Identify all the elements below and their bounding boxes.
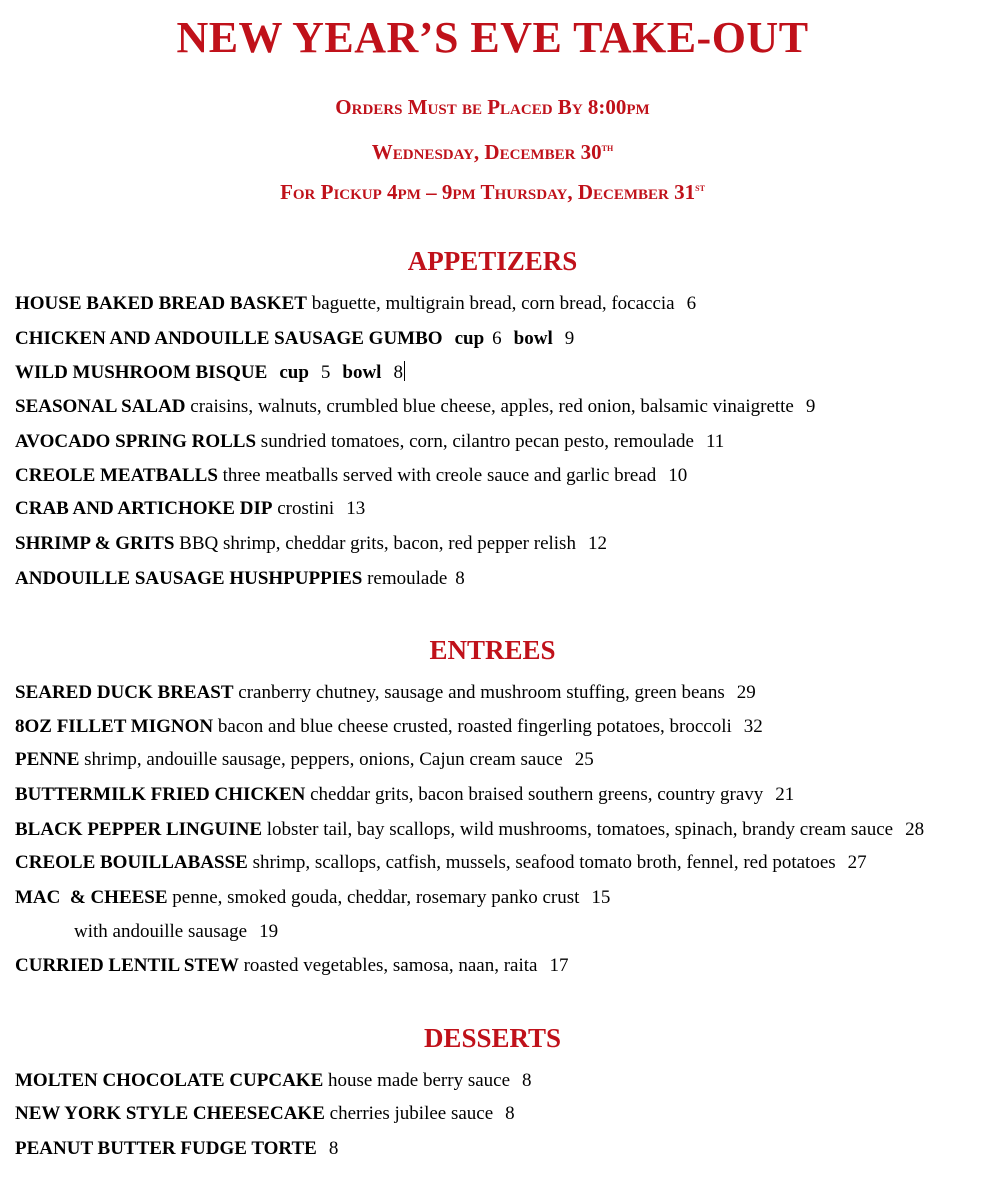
page-title: NEW YEAR’S EVE TAKE-OUT bbox=[176, 13, 809, 62]
menu-item bbox=[15, 327, 574, 351]
item-name: SEARED DUCK BREAST bbox=[15, 682, 234, 703]
item-description: with andouille sausage bbox=[74, 921, 248, 942]
item-price: 10 bbox=[668, 465, 688, 486]
pickup-window-text: For Pickup 4pm – 9pm Thursday, December 31 bbox=[280, 180, 696, 204]
item-description: remoulade bbox=[367, 568, 448, 589]
item-price: 25 bbox=[574, 749, 594, 770]
item-description: baguette, multigrain bread, corn bread, focaccia bbox=[311, 293, 675, 314]
menu-item bbox=[15, 1137, 338, 1161]
item-description: cherries jubilee sauce bbox=[329, 1103, 494, 1124]
cup-price: 5 bbox=[320, 362, 331, 383]
item-name: MAC & CHEESE bbox=[15, 887, 168, 908]
item-name: ANDOUILLE SAUSAGE HUSHPUPPIES bbox=[15, 568, 363, 589]
menu-item bbox=[15, 1069, 532, 1093]
item-description: bacon and blue cheese crusted, roasted fingerling potatoes, broccoli bbox=[217, 716, 732, 737]
text-cursor bbox=[404, 361, 405, 381]
menu-item bbox=[15, 532, 607, 556]
item-name: SEASONAL SALAD bbox=[15, 396, 186, 417]
item-price: 6 bbox=[686, 293, 697, 314]
item-description: cheddar grits, bacon braised southern greens, country gravy bbox=[310, 784, 764, 805]
order-date-suffix: th bbox=[601, 142, 614, 154]
item-price: 15 bbox=[591, 887, 611, 908]
item-name: AVOCADO SPRING ROLLS bbox=[15, 431, 257, 452]
menu-item bbox=[15, 567, 465, 591]
pickup-date-suffix: st bbox=[695, 182, 705, 194]
item-name: BUTTERMILK FRIED CHICKEN bbox=[15, 784, 306, 805]
menu-item bbox=[15, 292, 696, 316]
item-description: three meatballs served with creole sauce and garlic bread bbox=[222, 465, 657, 486]
cup-price: 6 bbox=[492, 328, 502, 349]
item-price: 13 bbox=[346, 498, 366, 519]
item-name: CRAB AND ARTICHOKE DIP bbox=[15, 498, 273, 519]
item-description: sundried tomatoes, corn, cilantro pecan pesto, remoulade bbox=[260, 431, 694, 452]
bowl-price: 9 bbox=[564, 328, 575, 349]
item-name: CREOLE MEATBALLS bbox=[15, 465, 218, 486]
item-name: 8OZ FILLET MIGNON bbox=[15, 716, 214, 737]
order-date-text: Wednesday, December 30 bbox=[371, 140, 602, 164]
item-price: 8 bbox=[455, 568, 465, 589]
bowl-label: bowl bbox=[342, 362, 382, 383]
item-name: MOLTEN CHOCOLATE CUPCAKE bbox=[15, 1070, 324, 1091]
item-price: 9 bbox=[805, 396, 816, 417]
menu-item bbox=[15, 361, 405, 385]
item-price: 27 bbox=[847, 852, 867, 873]
menu-item bbox=[15, 886, 610, 910]
menu-item bbox=[15, 783, 794, 807]
item-price: 19 bbox=[259, 921, 279, 942]
item-name: CHICKEN AND ANDOUILLE SAUSAGE GUMBO bbox=[15, 328, 443, 349]
item-price: 28 bbox=[905, 819, 925, 840]
item-name: HOUSE BAKED BREAD BASKET bbox=[15, 293, 307, 314]
item-name: NEW YORK STYLE CHEESECAKE bbox=[15, 1103, 325, 1124]
menu-item bbox=[15, 1102, 515, 1126]
item-name: CREOLE BOUILLABASSE bbox=[15, 852, 248, 873]
order-deadline-text: Orders Must be Placed By 8:00pm bbox=[335, 95, 650, 119]
item-price: 32 bbox=[743, 716, 763, 737]
item-name: PENNE bbox=[15, 749, 80, 770]
item-description: cranberry chutney, sausage and mushroom stuffing, green beans bbox=[238, 682, 725, 703]
item-price: 11 bbox=[705, 431, 725, 452]
menu-item-option bbox=[74, 920, 278, 944]
appetizers-heading: APPETIZERS bbox=[407, 246, 578, 276]
item-description: lobster tail, bay scallops, wild mushrooms, tomatoes, spinach, brandy cream sauce bbox=[266, 819, 894, 840]
menu-item bbox=[15, 681, 756, 705]
item-price: 12 bbox=[587, 533, 607, 554]
menu-item bbox=[15, 818, 924, 842]
menu-item bbox=[15, 851, 867, 875]
item-name: SHRIMP & GRITS bbox=[15, 533, 175, 554]
menu-item bbox=[15, 954, 568, 978]
menu-item bbox=[15, 395, 815, 419]
desserts-heading: DESSERTS bbox=[423, 1023, 562, 1053]
pickup-window bbox=[0, 175, 985, 205]
item-name: WILD MUSHROOM BISQUE bbox=[15, 362, 268, 383]
item-description: shrimp, scallops, catfish, mussels, seafood tomato broth, fennel, red potatoes bbox=[252, 852, 836, 873]
item-description: crostini bbox=[277, 498, 335, 519]
item-price: 29 bbox=[736, 682, 756, 703]
menu-item bbox=[15, 715, 763, 739]
item-description: craisins, walnuts, crumbled blue cheese, apples, red onion, balsamic vinaigrette bbox=[190, 396, 794, 417]
item-description: penne, smoked gouda, cheddar, rosemary panko crust bbox=[172, 887, 580, 908]
cup-label: cup bbox=[279, 362, 309, 383]
item-description: BBQ shrimp, cheddar grits, bacon, red pepper relish bbox=[179, 533, 576, 554]
bowl-label: bowl bbox=[513, 328, 553, 349]
item-price: 8 bbox=[505, 1103, 515, 1124]
menu-item bbox=[15, 497, 365, 521]
item-name: CURRIED LENTIL STEW bbox=[15, 955, 239, 976]
menu-item bbox=[15, 748, 594, 772]
order-date bbox=[0, 135, 985, 165]
entrees-heading: ENTREES bbox=[429, 635, 556, 665]
menu-item bbox=[15, 430, 724, 454]
item-price: 17 bbox=[549, 955, 569, 976]
item-description: house made berry sauce bbox=[328, 1070, 511, 1091]
item-price: 8 bbox=[328, 1138, 339, 1159]
item-name: BLACK PEPPER LINGUINE bbox=[15, 819, 263, 840]
item-description: roasted vegetables, samosa, naan, raita bbox=[243, 955, 538, 976]
menu-item bbox=[15, 464, 687, 488]
item-name: PEANUT BUTTER FUDGE TORTE bbox=[15, 1138, 317, 1159]
item-price: 21 bbox=[775, 784, 795, 805]
item-description: shrimp, andouille sausage, peppers, onions, Cajun cream sauce bbox=[84, 749, 563, 770]
cup-label: cup bbox=[454, 328, 485, 349]
order-deadline bbox=[0, 94, 985, 120]
bowl-price: 8 bbox=[393, 362, 403, 383]
item-price: 8 bbox=[522, 1070, 532, 1091]
